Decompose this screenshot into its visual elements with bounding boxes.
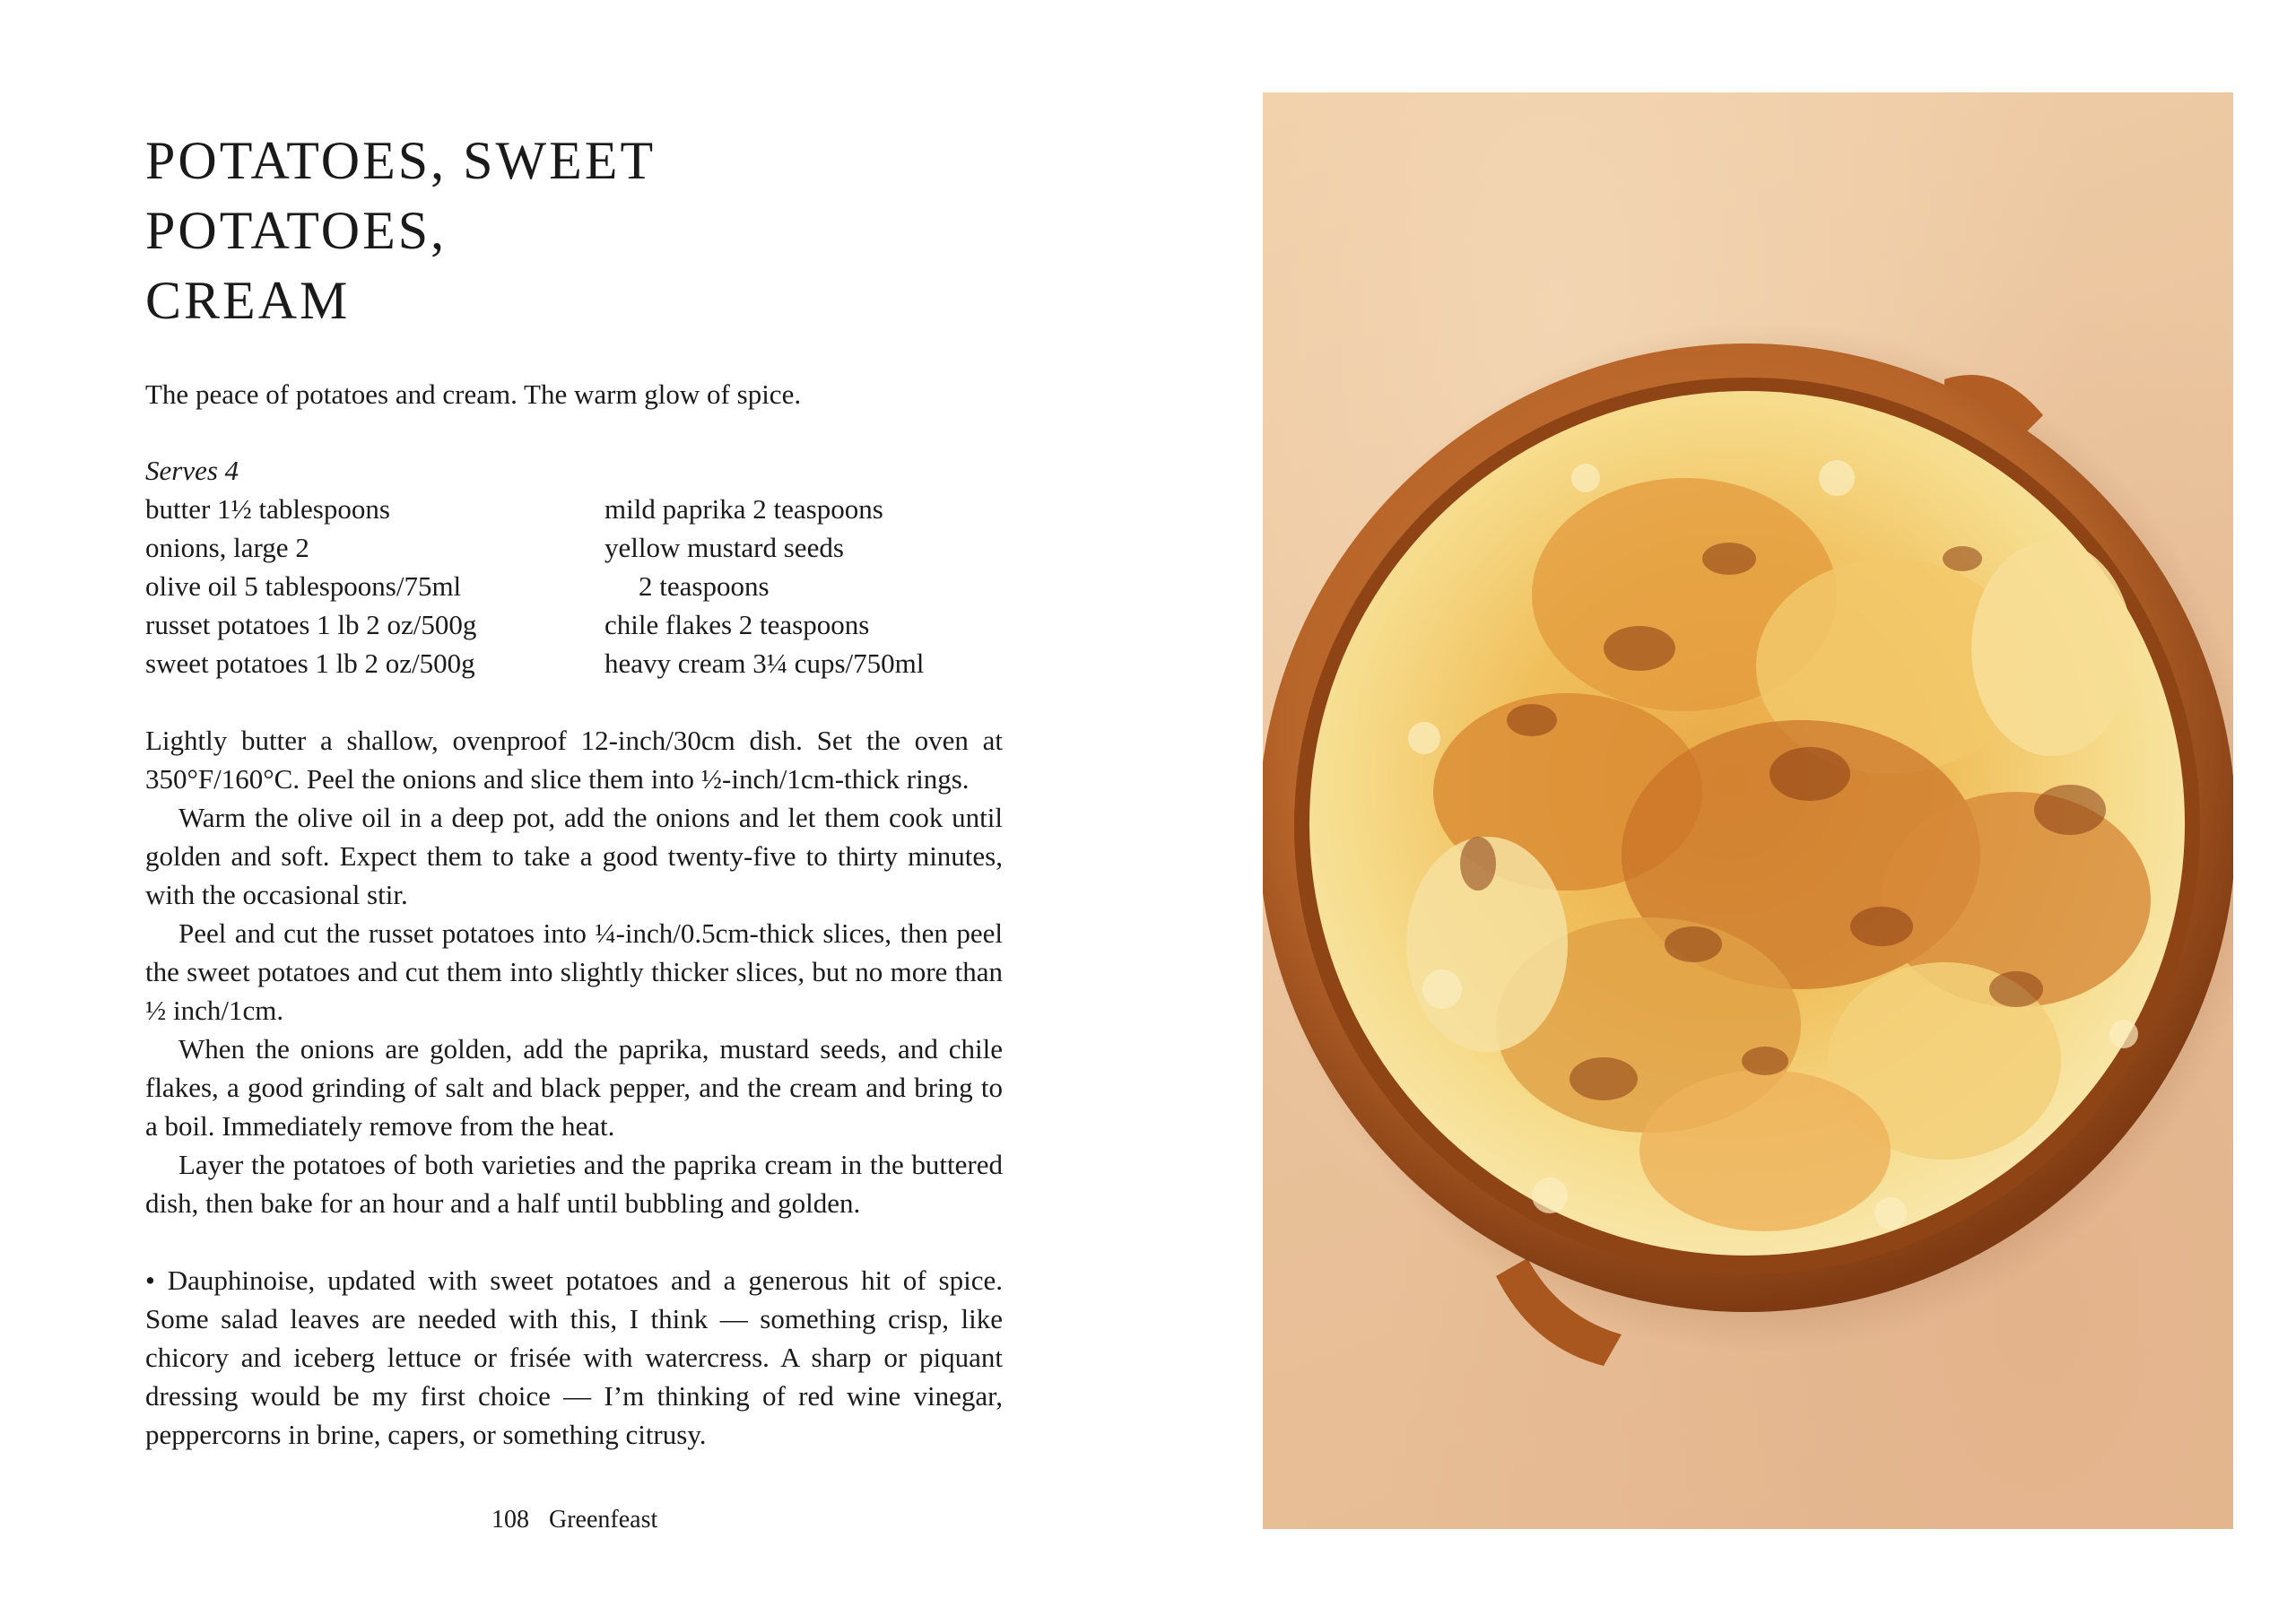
ingredient-item: heavy cream 3¼ cups/750ml <box>604 647 925 679</box>
method-step: Layer the potatoes of both varieties and the paprika cream in the buttered dish, then bake for an hour and a half until bubbling and golden. <box>145 1149 1003 1219</box>
method-step: Peel and cut the russet potatoes into ¼-inch/0.5cm-thick slices, then peel the sweet potatoes and cut them into slightly thicker slices, but no more than ½ inch/1cm. <box>145 917 1003 1026</box>
ingredient-item: yellow mustard seeds <box>604 532 844 563</box>
book-title: Greenfeast <box>549 1506 658 1534</box>
ingredient-item: onions, large 2 <box>145 532 309 563</box>
ingredient-column-left <box>145 490 604 682</box>
method-step: Lightly butter a shallow, ovenproof 12-inch/30cm dish. Set the oven at 350°F/160°C. Peel the onions and slice them into ½-inch/1cm-thick rings. <box>145 725 1003 795</box>
page-number: 108 <box>491 1506 529 1534</box>
method-step: When the onions are golden, add the paprika, mustard seeds, and chile flakes, a good grinding of salt and black pepper, and the cream and bring to a boil. Immediately remove from the heat. <box>145 1033 1003 1142</box>
ingredient-item: sweet potatoes 1 lb 2 oz/500g <box>145 647 475 679</box>
ingredient-item-continued: 2 teaspoons <box>639 570 770 602</box>
ingredient-item: chile flakes 2 teaspoons <box>604 609 870 640</box>
recipe-page <box>145 126 1003 1454</box>
method-section <box>145 721 1003 1222</box>
ingredient-column-right <box>604 490 1003 682</box>
ingredient-item: olive oil 5 tablespoons/75ml <box>145 570 462 602</box>
serving-note: • Dauphinoise, updated with sweet potatoes and a generous hit of spice. Some salad leaves are needed with this, I think — something crisp, like chicory and iceberg lettuce or frisée with watercress. A sharp or piquant dressing would be my first choice — I’m thinking of red wine vinegar, peppercorns in brine, capers, or something citrusy. <box>145 1264 1003 1450</box>
page-footer <box>491 1506 657 1534</box>
ingredient-item: mild paprika 2 teaspoons <box>604 493 883 525</box>
recipe-title <box>145 126 952 335</box>
recipe-title-line-1: POTATOES, SWEET POTATOES, <box>145 131 656 260</box>
ingredient-item: butter 1½ tablespoons <box>145 493 390 525</box>
gratin-photo <box>1263 92 2233 1529</box>
serves-label: Serves 4 <box>145 455 239 486</box>
ingredient-list <box>145 490 1003 682</box>
recipe-intro: The peace of potatoes and cream. The warm glow of spice. <box>145 378 802 410</box>
ingredient-item: russet potatoes 1 lb 2 oz/500g <box>145 609 477 640</box>
gratin-illustration <box>1263 92 2233 1529</box>
recipe-title-line-2: CREAM <box>145 271 351 330</box>
method-step: Warm the olive oil in a deep pot, add the onions and let them cook until golden and soft. Expect them to take a good twenty-five to thirty minutes, with the occasional stir. <box>145 802 1003 910</box>
